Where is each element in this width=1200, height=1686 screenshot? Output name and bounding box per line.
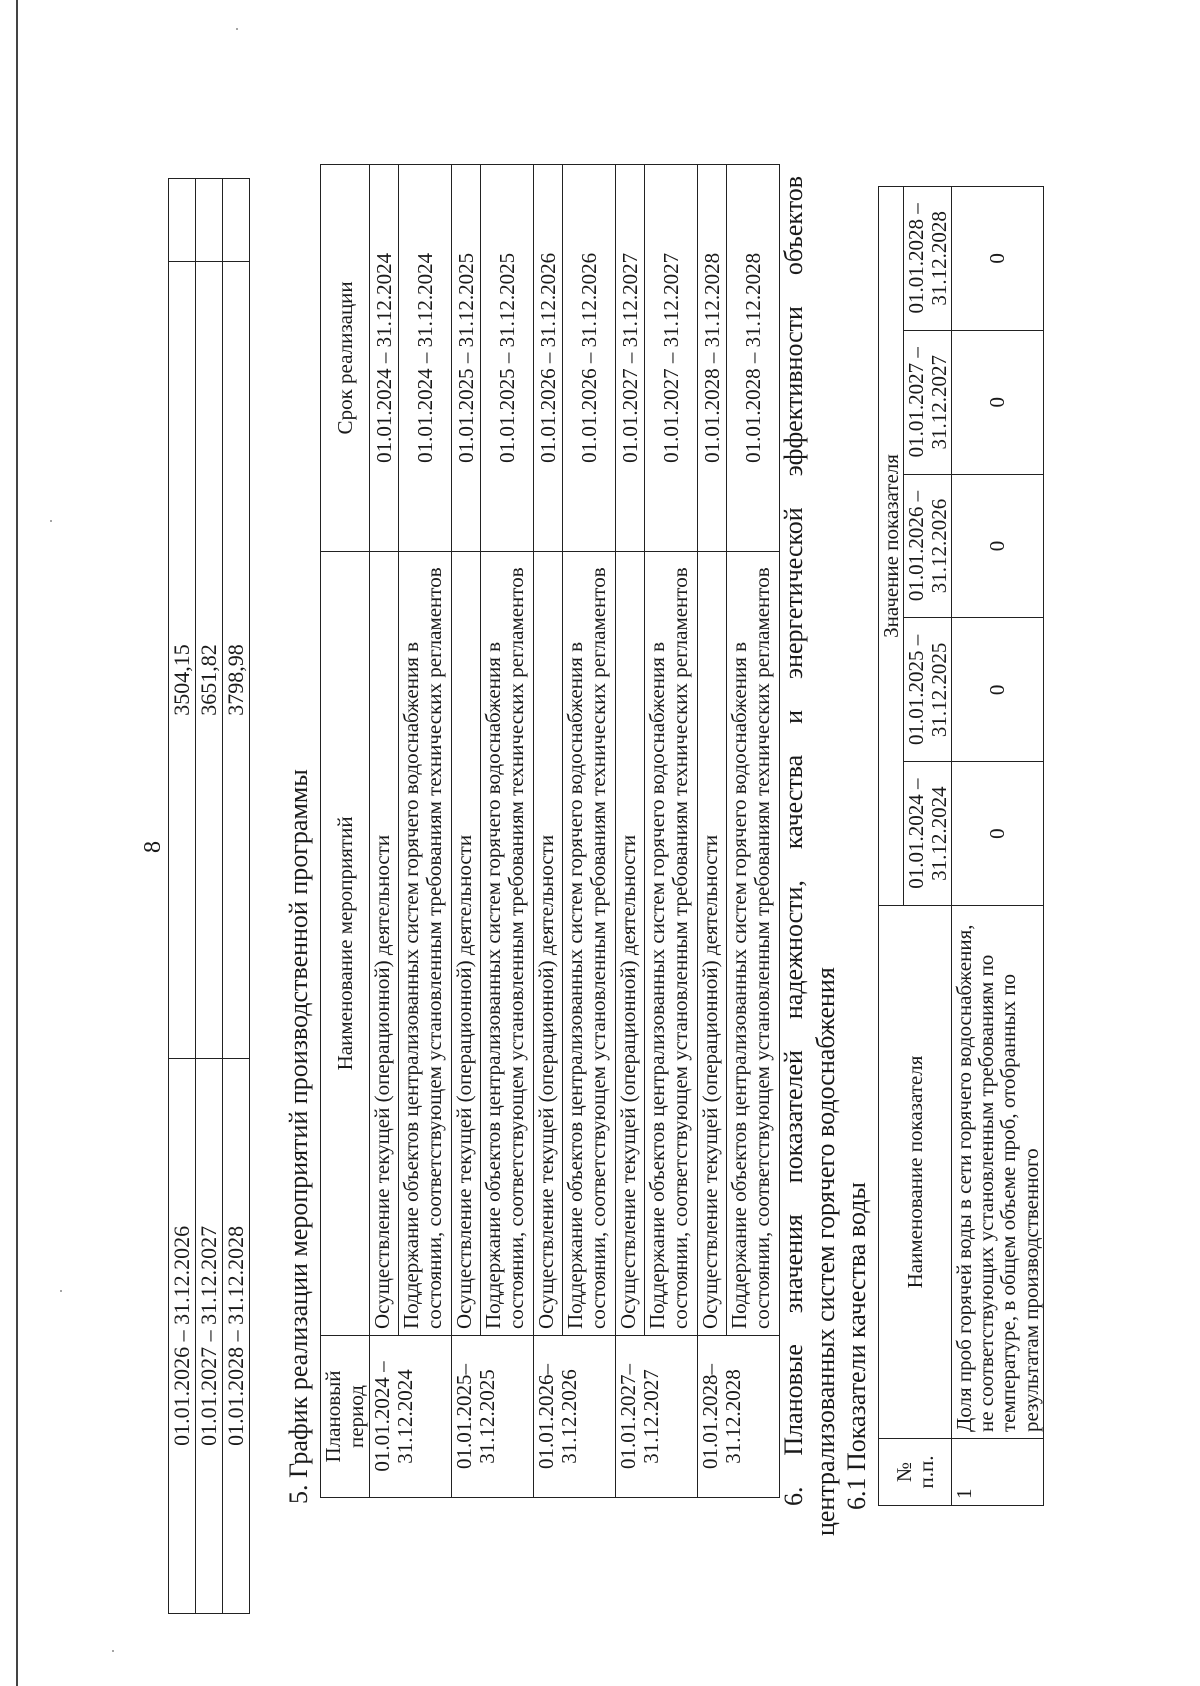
section-6-1-title: 6.1 Показатели качества воды xyxy=(842,1182,871,1510)
schedule-row xyxy=(452,165,481,1498)
prev-table-row xyxy=(196,179,223,1614)
column-header-values: Значение показателя xyxy=(879,187,904,906)
previous-values-table xyxy=(168,178,250,1614)
period-header-cell: 01.01.2024 – 31.12.2024 xyxy=(904,762,952,906)
schedule-table xyxy=(320,164,780,1498)
activity-name-cell: Поддержание объектов централизованных систем горячего водоснабжения в состоянии, соответствующем установленным требованиям технических регламентов xyxy=(727,551,780,1335)
schedule-row xyxy=(727,165,780,1498)
term-cell: 01.01.2026 – 31.12.2026 xyxy=(563,165,616,552)
term-cell: 01.01.2027 – 31.12.2027 xyxy=(616,165,645,552)
term-cell: 01.01.2025 – 31.12.2025 xyxy=(452,165,481,552)
activity-name-cell: Осуществление текущей (операционной) деятельности xyxy=(534,551,563,1335)
period-cell: 01.01.2027 – 31.12.2027 xyxy=(196,1058,223,1613)
term-cell: 01.01.2024 – 31.12.2024 xyxy=(399,165,452,552)
period-header-cell: 01.01.2026 – 31.12.2026 xyxy=(904,474,952,618)
section-6-title xyxy=(778,176,841,1536)
section-6-title-line-2: централизованных систем горячего водоснабжения xyxy=(810,967,840,1536)
value-text: 3798,98 xyxy=(223,644,248,716)
column-header-term: Срок реализации xyxy=(321,165,370,552)
page-number: 8 xyxy=(140,841,166,853)
value-cell xyxy=(196,262,223,1058)
indicator-name-cell: Доля проб горячей воды в сети горячего водоснабжения, не соответствующих установленным требованиям по температуре, в общем объеме проб, отобранных по результатам производственного xyxy=(951,906,1043,1439)
value-cell: 0 xyxy=(951,330,1043,474)
activity-name-cell: Осуществление текущей (операционной) деятельности xyxy=(370,551,399,1335)
activity-name-cell: Поддержание объектов централизованных систем горячего водоснабжения в состоянии, соответствующем установленным требованиям технических регламентов xyxy=(399,551,452,1335)
period-header-cell: 01.01.2028 – 31.12.2028 xyxy=(904,187,952,331)
schedule-row xyxy=(481,165,534,1498)
value-cell: 0 xyxy=(951,762,1043,906)
activity-name-cell: Поддержание объектов централизованных систем горячего водоснабжения в состоянии, соответствующем установленным требованиям технических регламентов xyxy=(481,551,534,1335)
term-cell: 01.01.2028 – 31.12.2028 xyxy=(698,165,727,552)
row-number-cell: 1 xyxy=(951,1439,1043,1506)
term-cell: 01.01.2028 – 31.12.2028 xyxy=(727,165,780,552)
term-cell: 01.01.2025 – 31.12.2025 xyxy=(481,165,534,552)
column-header-name: Наименование мероприятий xyxy=(321,551,370,1335)
prev-table-row xyxy=(169,179,196,1614)
section-5-title: 5. График реализации мероприятий производственной программы xyxy=(284,769,313,1504)
value-text: 3651,82 xyxy=(196,644,221,716)
column-header-number: № п.п. xyxy=(879,1439,952,1506)
water-quality-table xyxy=(878,186,1044,1506)
activity-name-cell: Осуществление текущей (операционной) деятельности xyxy=(698,551,727,1335)
value-cell: 0 xyxy=(951,187,1043,331)
period-header-cell: 01.01.2025 – 31.12.2025 xyxy=(904,618,952,762)
schedule-row xyxy=(698,165,727,1498)
schedule-row xyxy=(563,165,616,1498)
value-text: 3504,15 xyxy=(169,644,194,716)
term-cell: 01.01.2024 – 31.12.2024 xyxy=(370,165,399,552)
prev-table-row xyxy=(223,179,250,1614)
period-cell: 01.01.2026– 31.12.2026 xyxy=(534,1336,616,1498)
activity-name-cell: Осуществление текущей (операционной) деятельности xyxy=(452,551,481,1335)
value-cell: 0 xyxy=(951,618,1043,762)
column-header-indicator: Наименование показателя xyxy=(879,906,952,1439)
schedule-row xyxy=(645,165,698,1498)
section-6-title-line-1: 6. Плановые значения показателей надежности, качества и энергетической эффективности объектов xyxy=(779,176,808,1506)
empty-cell xyxy=(169,179,196,262)
period-header-cell: 01.01.2027 – 31.12.2027 xyxy=(904,330,952,474)
schedule-row xyxy=(616,165,645,1498)
activity-name-cell: Поддержание объектов централизованных систем горячего водоснабжения в состоянии, соответствующем установленным требованиям технических регламентов xyxy=(645,551,698,1335)
empty-cell xyxy=(196,179,223,262)
period-cell: 01.01.2026 – 31.12.2026 xyxy=(169,1058,196,1613)
value-cell: 0 xyxy=(951,474,1043,618)
period-cell: 01.01.2028– 31.12.2028 xyxy=(698,1336,780,1498)
term-cell: 01.01.2026 – 31.12.2026 xyxy=(534,165,563,552)
period-cell: 01.01.2025– 31.12.2025 xyxy=(452,1336,534,1498)
period-cell: 01.01.2028 – 31.12.2028 xyxy=(223,1058,250,1613)
period-cell: 01.01.2024 – 31.12.2024 xyxy=(370,1336,452,1498)
value-cell xyxy=(223,262,250,1058)
schedule-row xyxy=(534,165,563,1498)
period-cell: 01.01.2027– 31.12.2027 xyxy=(616,1336,698,1498)
quality-row xyxy=(951,187,1043,1506)
value-cell xyxy=(169,262,196,1058)
schedule-row xyxy=(399,165,452,1498)
term-cell: 01.01.2027 – 31.12.2027 xyxy=(645,165,698,552)
activity-name-cell: Поддержание объектов централизованных систем горячего водоснабжения в состоянии, соответствующем установленным требованиям технических регламентов xyxy=(563,551,616,1335)
quality-header-row xyxy=(879,187,904,1506)
schedule-row xyxy=(370,165,399,1498)
schedule-header-row xyxy=(321,165,370,1498)
column-header-period: Плановый период xyxy=(321,1336,370,1498)
empty-cell xyxy=(223,179,250,262)
activity-name-cell: Осуществление текущей (операционной) деятельности xyxy=(616,551,645,1335)
